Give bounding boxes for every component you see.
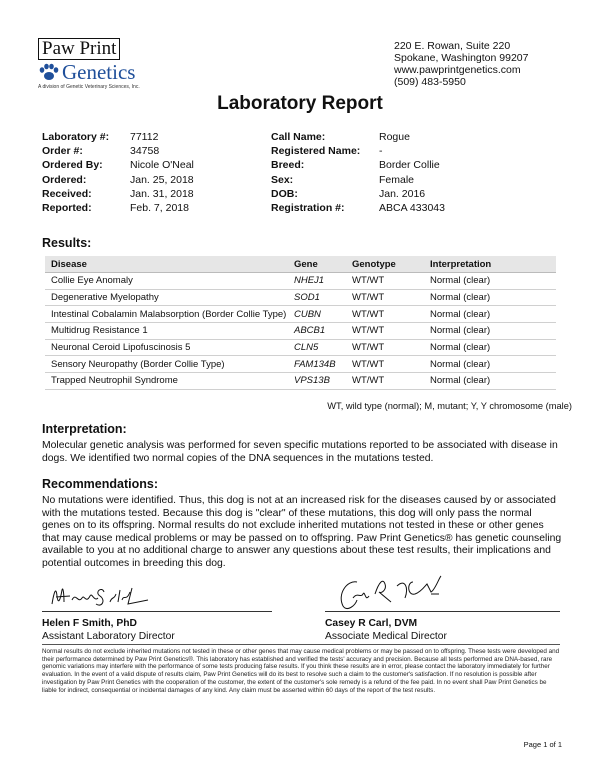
results-heading: Results:: [42, 236, 92, 250]
cell-disease: Sensory Neuropathy (Border Collie Type): [45, 356, 288, 373]
report-title: Laboratory Report: [217, 93, 383, 114]
info-label: Reported:: [42, 202, 92, 215]
results-table: [45, 256, 556, 390]
signature-helen-smith: [48, 582, 158, 612]
table-row: [45, 373, 556, 390]
info-label: DOB:: [271, 187, 298, 200]
cell-interpretation: Normal (clear): [424, 306, 556, 323]
cell-genotype: WT/WT: [346, 323, 424, 340]
cell-gene: ABCB1: [288, 323, 346, 340]
cell-disease: Trapped Neutrophil Syndrome: [45, 373, 288, 390]
logo-tagline: A division of Genetic Veterinary Sciences, Inc.: [38, 84, 140, 90]
cell-disease: Degenerative Myelopathy: [45, 289, 288, 306]
phone: (509) 483-5950: [394, 76, 466, 88]
cell-interpretation: Normal (clear): [424, 339, 556, 356]
cell-genotype: WT/WT: [346, 273, 424, 290]
info-value: Female: [379, 173, 415, 186]
address-line: Spokane, Washington 99207: [394, 52, 529, 64]
cell-disease: Neuronal Ceroid Lipofuscinosis 5: [45, 339, 288, 356]
signer-name: Helen F Smith, PhD: [42, 618, 137, 629]
signer-helen: [42, 618, 175, 643]
info-value: 34758: [130, 145, 160, 158]
website: www.pawprintgenetics.com: [394, 64, 521, 76]
signature-line: [325, 611, 560, 612]
cell-disease: Collie Eye Anomaly: [45, 273, 288, 290]
interpretation-text: Molecular genetic analysis was performed for seven specific mutations reported to be associated with disease in dogs. We identified two normal copies of the DNA sequences in the mutations tested.: [42, 440, 558, 464]
cell-interpretation: Normal (clear): [424, 356, 556, 373]
table-row: [45, 339, 556, 356]
info-value: Jan. 31, 2018: [130, 187, 194, 200]
info-label: Registered Name:: [271, 145, 361, 158]
info-value: -: [379, 145, 383, 158]
info-value: Border Collie: [379, 159, 440, 172]
info-label: Call Name:: [271, 131, 326, 143]
logo-line2: Genetics: [62, 60, 136, 84]
cell-gene: SOD1: [288, 289, 346, 306]
cell-gene: NHEJ1: [288, 273, 346, 290]
info-label: Registration #:: [271, 202, 345, 215]
dog-info: [271, 130, 445, 215]
cell-disease: Multidrug Resistance 1: [45, 323, 288, 340]
info-label: Sex:: [271, 173, 294, 186]
paw-icon: [38, 62, 60, 82]
info-label: Received:: [42, 187, 92, 200]
cell-gene: CLN5: [288, 339, 346, 356]
info-value: Nicole O'Neal: [130, 159, 194, 172]
info-value: Jan. 25, 2018: [130, 173, 194, 186]
info-label: Laboratory #:: [42, 131, 110, 143]
signer-title: Assistant Laboratory Director: [42, 630, 175, 642]
info-label: Breed:: [271, 159, 305, 172]
table-header-row: [45, 256, 556, 273]
signer-casey: [325, 618, 447, 643]
cell-interpretation: Normal (clear): [424, 323, 556, 340]
info-label: Ordered:: [42, 173, 87, 186]
table-row: [45, 323, 556, 340]
cell-gene: CUBN: [288, 306, 346, 323]
signature-line: [42, 611, 272, 612]
recommendations-text: No mutations were identified. Thus, this dog is not at an increased risk for the diseases caused by or associated with the mutations tested. Because this dog is "clear" of these mutations, this dog will only pass the normal genes on to its offspring. Normal results do not exclude inherited mutations not tested in these or other genes that may cause medical problems or may be passed on to offspring. Paw Print Genetics® has genetic counseling available to you at no additional charge to answer any questions about these test results, their implications and potential outcomes in breeding this dog.: [42, 495, 562, 569]
cell-genotype: WT/WT: [346, 356, 424, 373]
page-number: Page 1 of 1: [523, 740, 562, 749]
col-header-gene: Gene: [288, 256, 346, 273]
company-address: [394, 40, 528, 88]
cell-genotype: WT/WT: [346, 289, 424, 306]
disclaimer-divider: [42, 644, 560, 645]
cell-interpretation: Normal (clear): [424, 289, 556, 306]
cell-genotype: WT/WT: [346, 373, 424, 390]
col-header-interpretation: Interpretation: [424, 256, 556, 273]
address-line: 220 E. Rowan, Suite 220: [394, 40, 511, 52]
recommendations-heading: Recommendations:: [42, 477, 158, 491]
company-logo: [38, 38, 150, 90]
signature-casey-carl: [335, 572, 445, 614]
info-value: Rogue: [379, 131, 410, 143]
cell-disease: Intestinal Cobalamin Malabsorption (Border Collie Type): [45, 306, 288, 323]
table-row: [45, 289, 556, 306]
order-info: [42, 130, 194, 215]
table-row: [45, 306, 556, 323]
disclaimer: Normal results do not exclude inherited mutations not tested in these or other genes that may cause medical problems or may be passed on to offspring. These tests were developed and their performance determined by Paw Print Genetics®. This laboratory has established and verified the tests' accuracy and precision. Because all tests performed are DNA-based, rare genomic variations may interfere with the performance of some tests producing false results. If you think these results are in error, please contact the laboratory immediately for further evaluation. In the event of a valid dispute of results claim, Paw Print Genetics will do its best to resolve such a claim to the customer's satisfaction. If no resolution is possible after investigation by Paw Print Genetics with the cooperation of the customer, the extent of the customer's sole remedy is a refund of the fee paid. In no event shall Paw Print Genetics be liable for indirect, consequential or incidental damages of any kind. Any claim must be asserted within 60 days of the report of the test results.: [42, 648, 560, 694]
cell-gene: VPS13B: [288, 373, 346, 390]
interpretation-heading: Interpretation:: [42, 422, 127, 436]
cell-interpretation: Normal (clear): [424, 373, 556, 390]
cell-interpretation: Normal (clear): [424, 273, 556, 290]
info-label: Ordered By:: [42, 159, 103, 172]
col-header-genotype: Genotype: [346, 256, 424, 273]
genotype-legend: WT, wild type (normal); M, mutant; Y, Y chromosome (male): [327, 401, 572, 411]
signer-name: Casey R Carl, DVM: [325, 618, 418, 629]
cell-gene: FAM134B: [288, 356, 346, 373]
cell-genotype: WT/WT: [346, 339, 424, 356]
info-value: Feb. 7, 2018: [130, 202, 189, 215]
table-row: [45, 273, 556, 290]
cell-genotype: WT/WT: [346, 306, 424, 323]
info-value: ABCA 433043: [379, 202, 445, 215]
table-row: [45, 356, 556, 373]
col-header-disease: Disease: [45, 256, 288, 273]
info-value: 77112: [130, 131, 159, 143]
signer-title: Associate Medical Director: [325, 630, 447, 642]
logo-line1: Paw Print: [38, 38, 120, 60]
info-value: Jan. 2016: [379, 187, 426, 200]
info-label: Order #:: [42, 145, 83, 158]
